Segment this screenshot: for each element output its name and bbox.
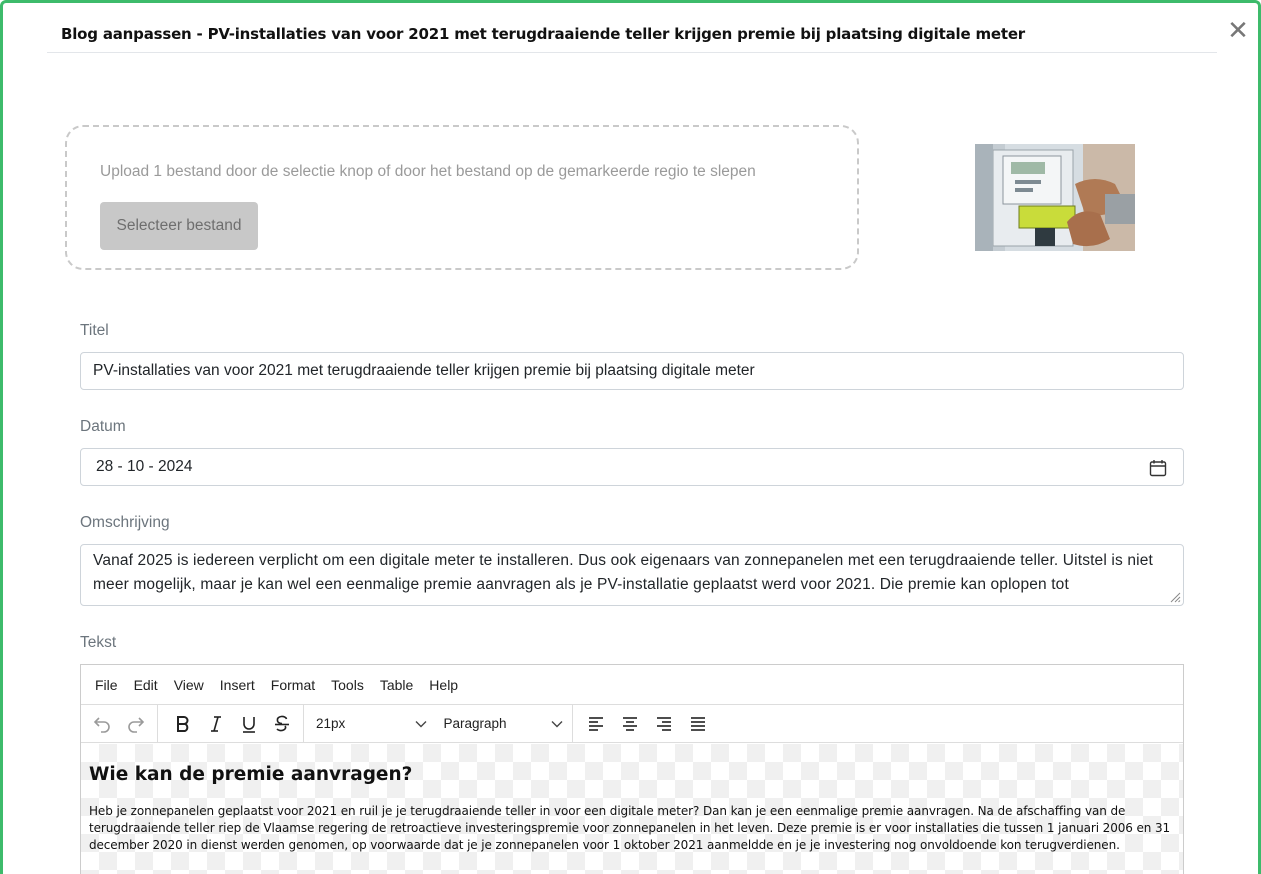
digital-meter-photo bbox=[975, 144, 1135, 251]
date-label: Datum bbox=[80, 418, 126, 435]
modal-header bbox=[47, 3, 1217, 53]
title-label: Titel bbox=[80, 322, 109, 339]
dropzone-instruction: Upload 1 bestand door de selectie knop of door het bestand op de gemarkeerde regio te slepen bbox=[100, 163, 756, 180]
editor-toolbar bbox=[81, 705, 1183, 743]
content-heading: Wie kan de premie aanvragen? bbox=[89, 764, 413, 785]
menu-format[interactable]: Format bbox=[270, 676, 316, 693]
bold-button[interactable] bbox=[166, 709, 199, 739]
block-format-value: Paragraph bbox=[443, 716, 507, 731]
editor-content-area[interactable] bbox=[81, 744, 1183, 874]
editor-menubar bbox=[81, 665, 1183, 705]
align-group bbox=[573, 705, 719, 743]
chevron-down-icon bbox=[414, 717, 428, 731]
chevron-down-icon bbox=[550, 717, 564, 731]
bold-icon bbox=[173, 714, 193, 734]
date-input[interactable] bbox=[80, 448, 1184, 486]
align-center-icon bbox=[620, 714, 640, 734]
modal-title: Blog aanpassen - PV-installaties van voor 2021 met terugdraaiende teller krijgen premie bij plaatsing digitale meter bbox=[61, 25, 1025, 43]
format-group bbox=[158, 705, 304, 743]
calendar-icon[interactable] bbox=[1149, 459, 1167, 477]
menu-edit[interactable]: Edit bbox=[133, 676, 158, 693]
menu-tools[interactable]: Tools bbox=[331, 676, 364, 693]
strikethrough-icon bbox=[272, 714, 292, 734]
select-file-button[interactable]: Selecteer bestand bbox=[100, 202, 258, 250]
align-right-icon bbox=[654, 714, 674, 734]
align-left-button[interactable] bbox=[579, 709, 613, 739]
align-justify-icon bbox=[688, 714, 708, 734]
redo-icon bbox=[126, 714, 146, 734]
description-textarea[interactable] bbox=[80, 544, 1184, 606]
italic-icon bbox=[206, 714, 226, 734]
font-size-select[interactable] bbox=[304, 709, 436, 739]
menu-file[interactable]: File bbox=[95, 676, 118, 693]
rich-text-editor bbox=[80, 664, 1184, 874]
menu-view[interactable]: View bbox=[173, 676, 204, 693]
blog-thumbnail-image bbox=[975, 144, 1135, 251]
menu-help[interactable]: Help bbox=[429, 676, 459, 693]
undo-button[interactable] bbox=[85, 709, 119, 739]
align-left-icon bbox=[586, 714, 606, 734]
close-button[interactable]: ✕ bbox=[1227, 16, 1249, 46]
align-right-button[interactable] bbox=[647, 709, 681, 739]
align-justify-button[interactable] bbox=[681, 709, 715, 739]
underline-icon bbox=[239, 714, 259, 734]
align-center-button[interactable] bbox=[613, 709, 647, 739]
description-label: Omschrijving bbox=[80, 514, 170, 531]
history-group bbox=[81, 705, 158, 743]
title-input[interactable]: PV-installaties van voor 2021 met terugdraaiende teller krijgen premie bij plaatsing digitale meter bbox=[80, 352, 1184, 390]
italic-button[interactable] bbox=[199, 709, 232, 739]
font-size-value: 21px bbox=[316, 716, 346, 731]
block-group bbox=[304, 705, 573, 743]
block-format-select[interactable] bbox=[436, 709, 572, 739]
menu-table[interactable]: Table bbox=[379, 676, 414, 693]
content-paragraph: Heb je zonnepanelen geplaatst voor 2021 en ruil je je terugdraaiende teller in voor een digitale meter? Dan kan je een eenmalige premie aanvragen. Na de afschaffing van de terugdraaiende teller riep de Vlaamse regering de retroactieve investeringspremie voor zonnepanelen in het leven. Deze premie is er voor installaties die tussen 1 januari 2006 en 31 december 2020 in dienst werden genomen, op voorwaarde dat je je zonnepanelen voor 1 oktober 2021 aanmeldde en je je investering nog onvoldoende kon terugverdienen. bbox=[89, 804, 1171, 852]
redo-button[interactable] bbox=[119, 709, 153, 739]
date-value: 28 - 10 - 2024 bbox=[96, 458, 193, 475]
underline-button[interactable] bbox=[233, 709, 266, 739]
file-dropzone[interactable] bbox=[65, 125, 859, 270]
strikethrough-button[interactable] bbox=[266, 709, 299, 739]
menu-insert[interactable]: Insert bbox=[219, 676, 255, 693]
undo-icon bbox=[92, 714, 112, 734]
text-label: Tekst bbox=[80, 634, 117, 651]
resize-grip-icon[interactable] bbox=[1169, 591, 1181, 603]
description-text: Vanaf 2025 is iedereen verplicht om een digitale meter te installeren. Dus ook eigenaars van zonnepanelen met een terugdraaiende teller. Uitstel is niet meer mogelijk, maar je kan wel een eenmalige premie aanvragen als je PV-installatie geplaatst werd voor 2021. Die premie kan oplopen tot bbox=[93, 552, 1153, 593]
